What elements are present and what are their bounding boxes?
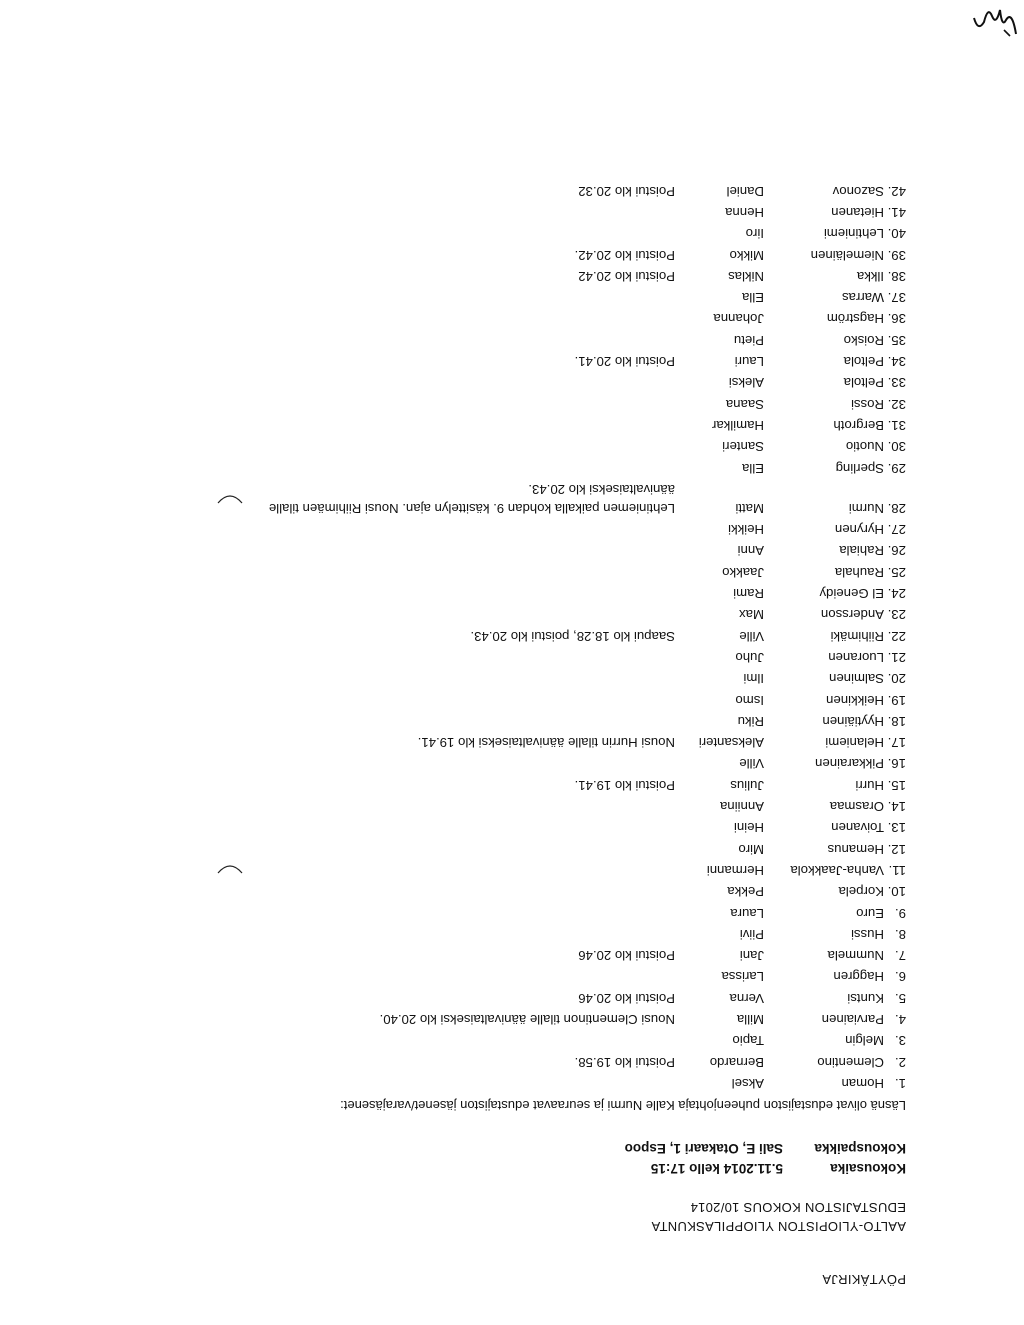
attendee-number: 23. [887, 607, 906, 623]
attendee-first-name: Heini [733, 820, 764, 836]
attendee-row [0, 815, 1024, 835]
attendee-number: 35. [887, 332, 906, 348]
attendee-first-name: Ella [742, 290, 764, 306]
attendee-last-name: Hyytiäinen [822, 713, 884, 729]
attendee-first-name: Bernardo [709, 1054, 764, 1070]
meeting-place-label: Kokouspaikka [814, 1141, 906, 1156]
attendee-number: 15. [887, 777, 906, 793]
attendee-row [0, 328, 1024, 348]
attendee-last-name: Hagström [826, 311, 884, 327]
attendee-number: 32. [887, 396, 906, 412]
attendee-last-name: Parviainen [821, 1012, 884, 1028]
attendee-first-name: Ville [739, 756, 764, 772]
attendee-row [0, 434, 1024, 454]
attendee-first-name: Jaakko [722, 564, 764, 580]
attendee-first-name: Johanna [713, 311, 764, 327]
attendee-last-name: Clementino [817, 1054, 884, 1070]
attendee-note: Saapui klo 18.28, poistui klo 20.43. [470, 628, 675, 644]
punch-hole-mark-top [216, 859, 244, 875]
attendee-row [0, 965, 1024, 985]
attendee-number: 11. [888, 863, 906, 878]
attendee-first-name: Rami [733, 586, 764, 602]
attendee-last-name: Luoranen [828, 650, 884, 665]
attendee-row [0, 730, 1024, 750]
attendee-number: 18. [887, 713, 906, 729]
attendee-number: 12. [887, 841, 906, 857]
attendee-number: 37. [887, 290, 906, 306]
attendee-last-name: Hietanen [831, 205, 884, 220]
attendee-last-name: Nummela [827, 948, 884, 964]
attendee-number: 2. [895, 1054, 906, 1070]
meeting-title: EDUSTAJISTON KOKOUS 10/2014 [690, 1200, 906, 1215]
attendee-row [0, 456, 1024, 476]
attendee-number: 4. [895, 1012, 906, 1028]
attendee-row [0, 688, 1024, 708]
attendee-last-name: Melgin [845, 1033, 884, 1049]
attendee-number: 8. [895, 926, 906, 942]
attendee-row [0, 243, 1024, 263]
attendee-last-name: Riihimäki [830, 628, 884, 644]
attendee-row [0, 1050, 1024, 1070]
attendee-number: 20. [887, 671, 906, 687]
attendee-note: Poistui klo 20.46 [578, 948, 675, 964]
attendee-note: Poistui klo 20.32 [578, 183, 675, 199]
attendee-last-name: Warras [841, 290, 884, 306]
attendee-note: Lehtiniemen paikalla kohdan 9. käsittelyn ajan. Nousi Riihimäen tilalle [268, 500, 675, 516]
attendee-last-name: El Geneidy [819, 586, 884, 602]
attendee-last-name: Sazonov [832, 183, 884, 199]
attendee-first-name: Jani [739, 948, 764, 964]
attendee-row [0, 922, 1024, 942]
attendee-last-name: Rahiala [839, 543, 884, 559]
attendee-last-name: Rossi [851, 396, 884, 412]
attendee-number: 14. [887, 799, 906, 815]
attendee-first-name: Hamilkar [711, 418, 764, 433]
attendee-note-continuation [0, 477, 1024, 497]
attendee-number: 13. [887, 820, 906, 836]
attendee-number: 33. [887, 375, 906, 391]
attendee-row [0, 264, 1024, 284]
attendee-last-name: Nurmi [848, 500, 884, 516]
attendee-row [0, 349, 1024, 369]
attendee-last-name: Toivanen [831, 820, 884, 836]
attendee-first-name: Ella [742, 460, 764, 476]
attendee-last-name: Hemanus [827, 841, 884, 857]
attendee-last-name: Nuotio [845, 439, 884, 455]
meeting-time-value: 5.11.2014 kello 17:15 [650, 1161, 783, 1176]
attendee-last-name: Peltola [843, 354, 884, 370]
attendee-first-name: Milla [736, 1012, 764, 1028]
attendee-number: 34. [887, 354, 906, 370]
attendee-first-name: Henna [725, 205, 764, 220]
attendee-note: Nousi Hurrin tilalle äänivaltaiseksi klo 19.41. [417, 735, 675, 751]
attendee-number: 16. [887, 756, 906, 772]
attendee-number: 27. [887, 522, 906, 538]
attendee-first-name: Larissa [721, 969, 764, 985]
attendee-first-name: Ismo [735, 692, 764, 708]
attendee-first-name: Ilmi [743, 671, 764, 687]
attendee-row [0, 794, 1024, 814]
attendee-note-line-2: äänivaltaiseksi klo 20.43. [528, 481, 675, 497]
attendee-row [0, 624, 1024, 644]
attendee-first-name: Aleksi [728, 375, 764, 391]
attendee-first-name: Matti [735, 500, 764, 516]
attendee-last-name: Vanha-Jaakkola [790, 863, 884, 878]
attendee-row [0, 539, 1024, 559]
attendee-row [0, 370, 1024, 390]
attendee-first-name: Mikko [729, 247, 764, 263]
attendee-last-name: Kuntsi [847, 990, 884, 1006]
attendee-row [0, 752, 1024, 772]
attendee-number: 22. [887, 628, 906, 644]
attendee-row [0, 901, 1024, 921]
attendee-number: 26. [887, 543, 906, 559]
attendee-first-name: Laura [730, 905, 764, 921]
attendee-row [0, 307, 1024, 327]
attendee-number: 17. [887, 735, 906, 751]
attendee-row [0, 602, 1024, 622]
attendee-last-name: Andersson [820, 607, 884, 623]
signature-initials-mark [964, 0, 1024, 40]
attendee-note: Nousi Clementinon tilalle äänivaltaiseksi klo 20.40. [379, 1012, 675, 1028]
attendee-row [0, 392, 1024, 412]
attendee-number: 28. [887, 500, 906, 516]
attendee-row [0, 581, 1024, 601]
attendee-last-name: Peltola [843, 375, 884, 391]
attendee-first-name: Piivi [739, 926, 764, 942]
attendee-first-name: Niklas [728, 268, 764, 284]
attendee-number: 29. [887, 460, 906, 476]
attendee-last-name: Korpela [838, 884, 884, 900]
attendee-number: 19. [887, 692, 906, 708]
attendee-number: 31. [887, 418, 906, 433]
attendee-row [0, 837, 1024, 857]
attendee-last-name: Heikkinen [826, 692, 884, 708]
attendee-note: Poistui klo 19.58. [574, 1054, 675, 1070]
attendee-first-name: Miro [738, 841, 764, 857]
attendee-first-name: Verna [729, 990, 764, 1006]
attendee-number: 30. [887, 439, 906, 455]
attendee-last-name: Niemeläinen [810, 247, 884, 263]
attendee-last-name: Roisko [843, 332, 884, 348]
attendee-row [0, 496, 1024, 516]
attendance-intro: Läsnä olivat edustajiston puheenjohtaja Kalle Nurmi ja seuraavat edustajiston jäsenet/varajäsenet: [340, 1098, 906, 1113]
attendee-number: 5. [895, 990, 906, 1006]
attendee-first-name: Aksel [731, 1076, 764, 1091]
attendee-last-name: Bergroth [833, 418, 884, 433]
attendee-number: 1. [895, 1076, 906, 1091]
attendee-number: 24. [887, 586, 906, 602]
attendee-first-name: Iiro [745, 226, 764, 242]
attendee-number: 6. [895, 969, 906, 985]
attendee-first-name: Aleksanteri [698, 735, 764, 751]
attendee-row [0, 986, 1024, 1006]
attendee-last-name: Sperling [835, 460, 884, 476]
attendee-first-name: Daniel [726, 183, 764, 199]
attendee-row [0, 560, 1024, 580]
attendee-first-name: Saana [725, 396, 764, 412]
attendee-row [0, 285, 1024, 305]
attendee-last-name: Salminen [829, 671, 884, 687]
attendee-row [0, 221, 1024, 241]
attendee-first-name: Anni [737, 543, 764, 559]
attendee-row [0, 1007, 1024, 1027]
attendee-last-name: Hurri [855, 777, 884, 793]
attendee-last-name: Pikkarainen [815, 756, 884, 772]
attendee-note: Poistui klo 20.41. [574, 354, 675, 370]
attendee-last-name: Rauhala [834, 564, 884, 580]
attendee-last-name: Euro [856, 905, 884, 921]
attendee-number: 9. [895, 905, 906, 921]
attendee-row [0, 943, 1024, 963]
attendee-row [0, 200, 1024, 220]
attendee-row [0, 1071, 1024, 1091]
attendee-first-name: Max [739, 607, 764, 623]
attendee-number: 21. [887, 650, 906, 665]
attendee-first-name: Hermanni [706, 863, 764, 878]
attendee-last-name: Ilkka [856, 268, 884, 284]
attendee-row [0, 413, 1024, 433]
attendee-note: Poistui klo 20.42. [574, 247, 675, 263]
attendee-row [0, 517, 1024, 537]
organization-name: AALTO-YLIOPISTON YLIOPPILASKUNTA [651, 1219, 906, 1234]
attendee-number: 10. [887, 884, 906, 900]
attendee-number: 3. [895, 1033, 906, 1049]
attendee-note: Poistui klo 19.41. [574, 777, 675, 793]
attendee-first-name: Tapio [732, 1033, 764, 1049]
attendee-last-name: Hyrynen [834, 522, 884, 538]
attendee-number: 40. [887, 226, 906, 242]
attendee-number: 39. [887, 247, 906, 263]
meeting-time-label: Kokousaika [830, 1161, 906, 1176]
attendee-row [0, 666, 1024, 686]
attendee-number: 7. [895, 948, 906, 964]
attendee-row [0, 1028, 1024, 1048]
doc-type-heading: PÖYTÄKIRJA [822, 1272, 906, 1287]
attendee-first-name: Santeri [722, 439, 764, 455]
attendee-number: 38. [887, 268, 906, 284]
attendee-first-name: Ville [739, 628, 764, 644]
attendee-first-name: Juho [735, 650, 764, 665]
attendee-row [0, 709, 1024, 729]
attendee-row [0, 645, 1024, 665]
attendee-number: 36. [887, 311, 906, 327]
attendee-first-name: Lauri [734, 354, 764, 370]
attendee-row [0, 179, 1024, 199]
attendee-first-name: Pekka [727, 884, 764, 900]
attendee-last-name: Hussi [851, 926, 884, 942]
attendee-row [0, 879, 1024, 899]
attendee-row [0, 858, 1024, 878]
attendee-number: 25. [887, 564, 906, 580]
attendee-number: 42. [887, 183, 906, 199]
attendee-note: Poistui klo 20.46 [578, 990, 675, 1006]
attendee-first-name: Julius [730, 777, 764, 793]
attendee-first-name: Riku [737, 713, 764, 729]
attendee-first-name: Anniina [720, 799, 764, 815]
attendee-first-name: Heikki [728, 522, 764, 538]
attendee-row [0, 773, 1024, 793]
punch-hole-mark-bottom [216, 489, 244, 505]
attendee-last-name: Homan [841, 1076, 884, 1091]
attendee-last-name: Helaniemi [825, 735, 884, 751]
attendee-last-name: Orasmaa [829, 799, 884, 815]
attendee-first-name: Pietu [733, 332, 764, 348]
attendee-number: 41. [887, 205, 906, 220]
attendee-last-name: Haggren [833, 969, 884, 985]
attendee-note: Poistui klo 20.42 [578, 268, 675, 284]
attendee-last-name: Lehtiniemi [823, 226, 884, 242]
meeting-place-value: Sali E, Otakaari 1, Espoo [624, 1141, 783, 1156]
